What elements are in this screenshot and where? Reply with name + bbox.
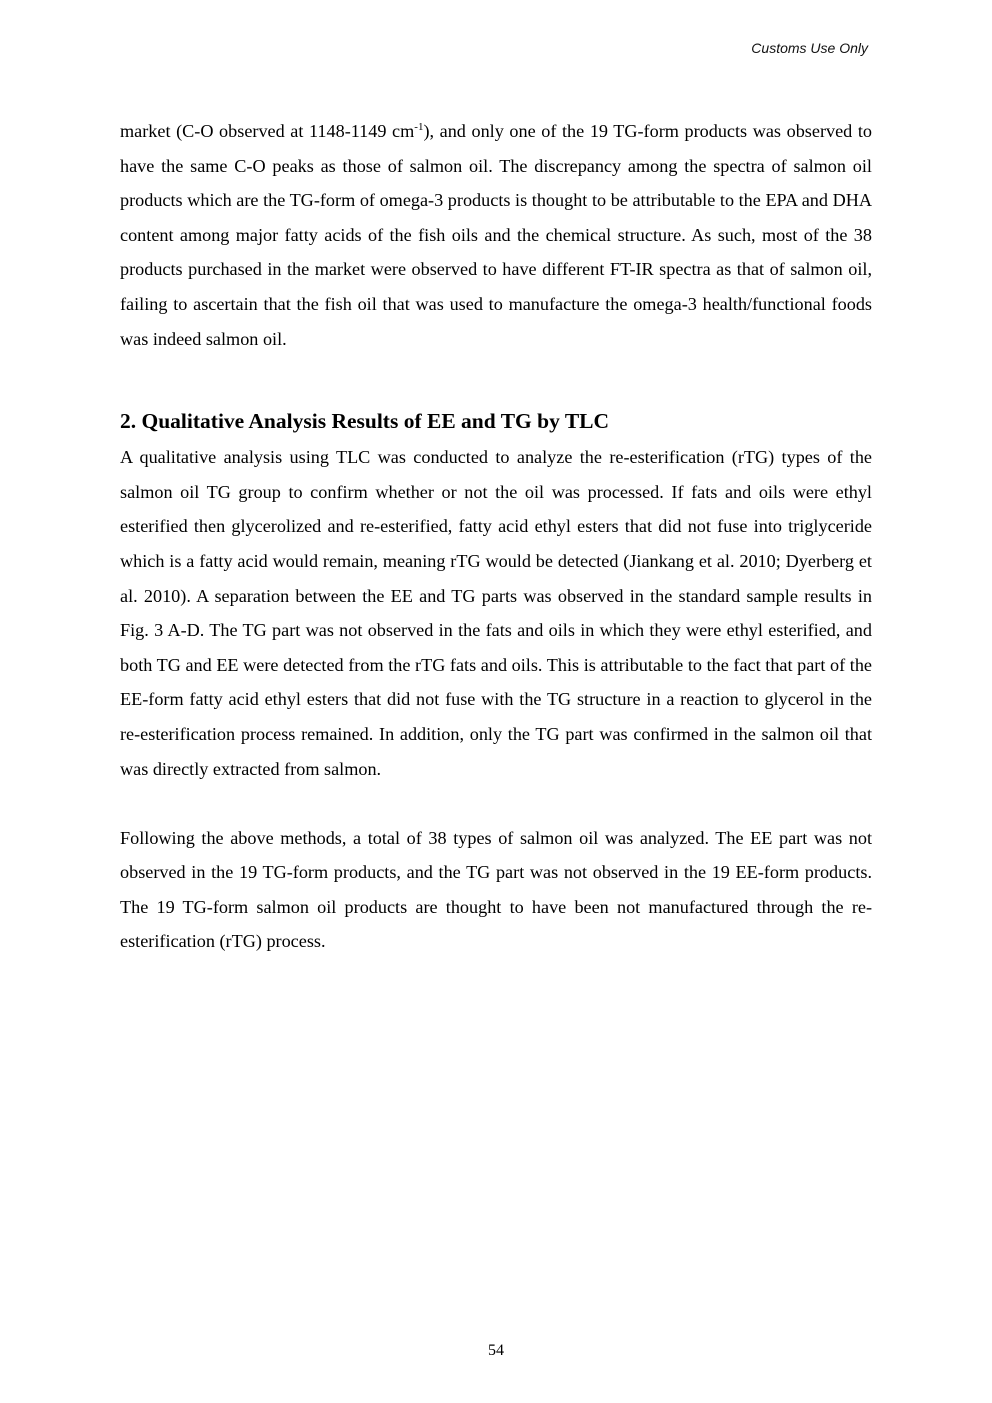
page-content [120,114,872,959]
wavenumber-superscript: -1 [414,120,424,133]
section-paragraph-2: Following the above methods, a total of 38 types of salmon oil was analyzed. The EE part was not observed in the 19 TG-form products, and the TG part was not observed in the 19 EE-form products. The 19 TG-form salmon oil products are thought to have been not manufactured through the re-esterification (rTG) process. [120,827,872,952]
continuation-text-start: market (C-O observed at 1148-1149 cm [120,121,415,141]
section-heading: 2. Qualitative Analysis Results of EE and TG by TLC [120,409,610,434]
section-paragraph-1: A qualitative analysis using TLC was conducted to analyze the re-esterification (rTG) types of the salmon oil TG group to confirm whether or not the oil was processed. If fats and oils were ethyl esterified then glycerolized and re-esterified, fatty acid ethyl esters that did not fuse into triglyceride which is a fatty acid would remain, meaning rTG would be detected (Jiankang et al. 2010; Dyerberg et al. 2010). A separation between the EE and TG parts was observed in the standard sample results in Fig. 3 A-D. The TG part was not observed in the fats and oils in which they were ethyl esterified, and both TG and EE were detected from the rTG fats and oils. This is attributable to the fact that part of the EE-form fatty acid ethyl esters that did not fuse with the TG structure in a reaction to glycerol in the re-esterification process remained. In addition, only the TG part was confirmed in the salmon oil that was directly extracted from salmon. [120,447,872,779]
page-number: 54 [488,1342,504,1359]
header-note: Customs Use Only [751,40,868,56]
continuation-paragraph [120,114,872,356]
continuation-text-end: ), and only one of the 19 TG-form products was observed to have the same C-O peaks as those of salmon oil. The discrepancy among the spectra of salmon oil products which are the TG-form of omega-3 products is thought to be attributable to the EPA and DHA content among major fatty acids of the fish oils and the chemical structure. As such, most of the 38 products purchased in the market were observed to have different FT-IR spectra as that of salmon oil, failing to ascertain that the fish oil that was used to manufacture the omega-3 health/functional foods was indeed salmon oil. [120,121,872,349]
paragraph-spacer [120,786,872,821]
